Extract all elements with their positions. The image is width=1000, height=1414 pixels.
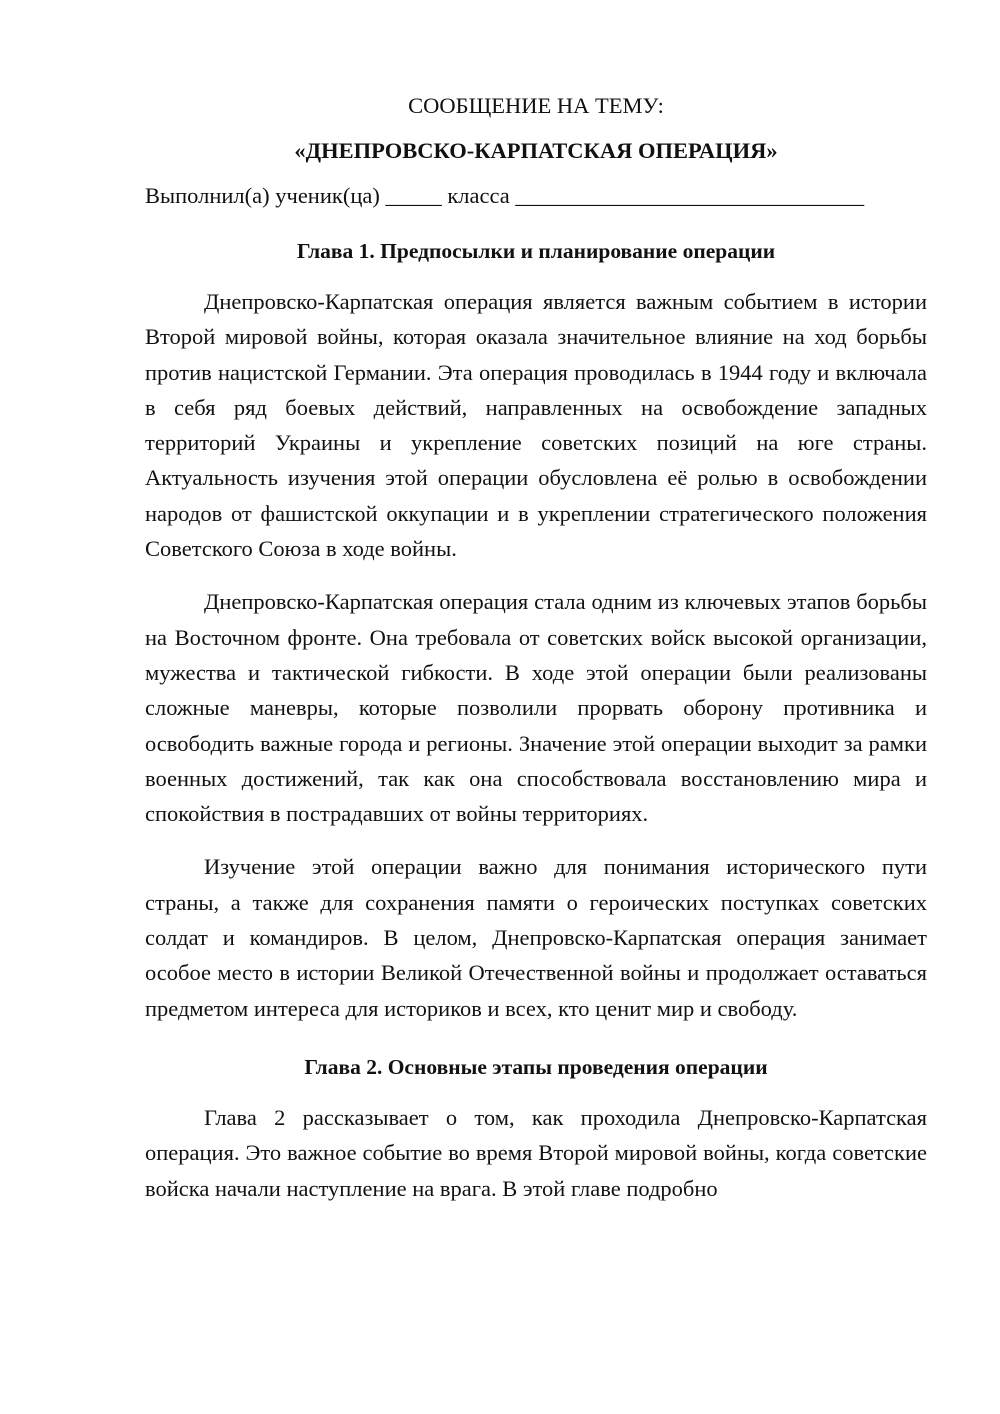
document-title-line-2: «ДНЕПРОВСКО-КАРПАТСКАЯ ОПЕРАЦИЯ» (294, 138, 778, 163)
document-title-line-1: СООБЩЕНИЕ НА ТЕМУ: (408, 93, 664, 118)
chapter-2-paragraph-1: Глава 2 рассказывает о том, как проходила Днепровско-Карпатская операция. Это важное событие во время Второй мировой войны, когда советские войска начали наступление на врага. В этой главе подробно (145, 1104, 927, 1201)
document-body (145, 92, 927, 1206)
chapter-1-heading: Глава 1. Предпосылки и планирование операции (296, 239, 776, 263)
chapter-1-paragraph-3: Изучение этой операции важно для понимания исторического пути страны, а также для сохранения памяти о героических поступках советских солдат и командиров. В целом, Днепровско-Карпатская операция занимает особое место в истории Великой Отечественной войны и продолжает оставаться предметом интереса для историков и всех, кто ценит мир и свободу. (145, 854, 927, 1021)
chapter-2-heading: Глава 2. Основные этапы проведения операции (304, 1054, 768, 1079)
performer-line: Выполнил(а) ученик(ца) _____ класса _______________________________ (145, 183, 865, 208)
chapter-1-paragraph-2: Днепровско-Карпатская операция стала одним из ключевых этапов борьбы на Восточном фронте. Она требовала от советских войск высокой организации, мужества и тактической гибкости. В ходе этой операции были реализованы сложные маневры, которые позволили прорвать оборону противника и освободить важные города и регионы. Значение этой операции выходит за рамки военных достижений, так как она способствовала восстановлению мира и спокойствия в пострадавших от войны территориях. (145, 589, 927, 827)
chapter-1-paragraph-1: Днепровско-Карпатская операция является важным событием в истории Второй мировой войны, которая оказала значительное влияние на ход борьбы против нацистской Германии. Эта операция проводилась в 1944 году и включала в себя ряд боевых действий, направленных на освобождение западных территорий Украины и укрепление советских позиций на юге страны. Актуальность изучения этой операции обусловлена её ролью в освобождении народов от фашистской оккупации и в укреплении стратегического положения Советского Союза в ходе войны. (145, 289, 927, 562)
